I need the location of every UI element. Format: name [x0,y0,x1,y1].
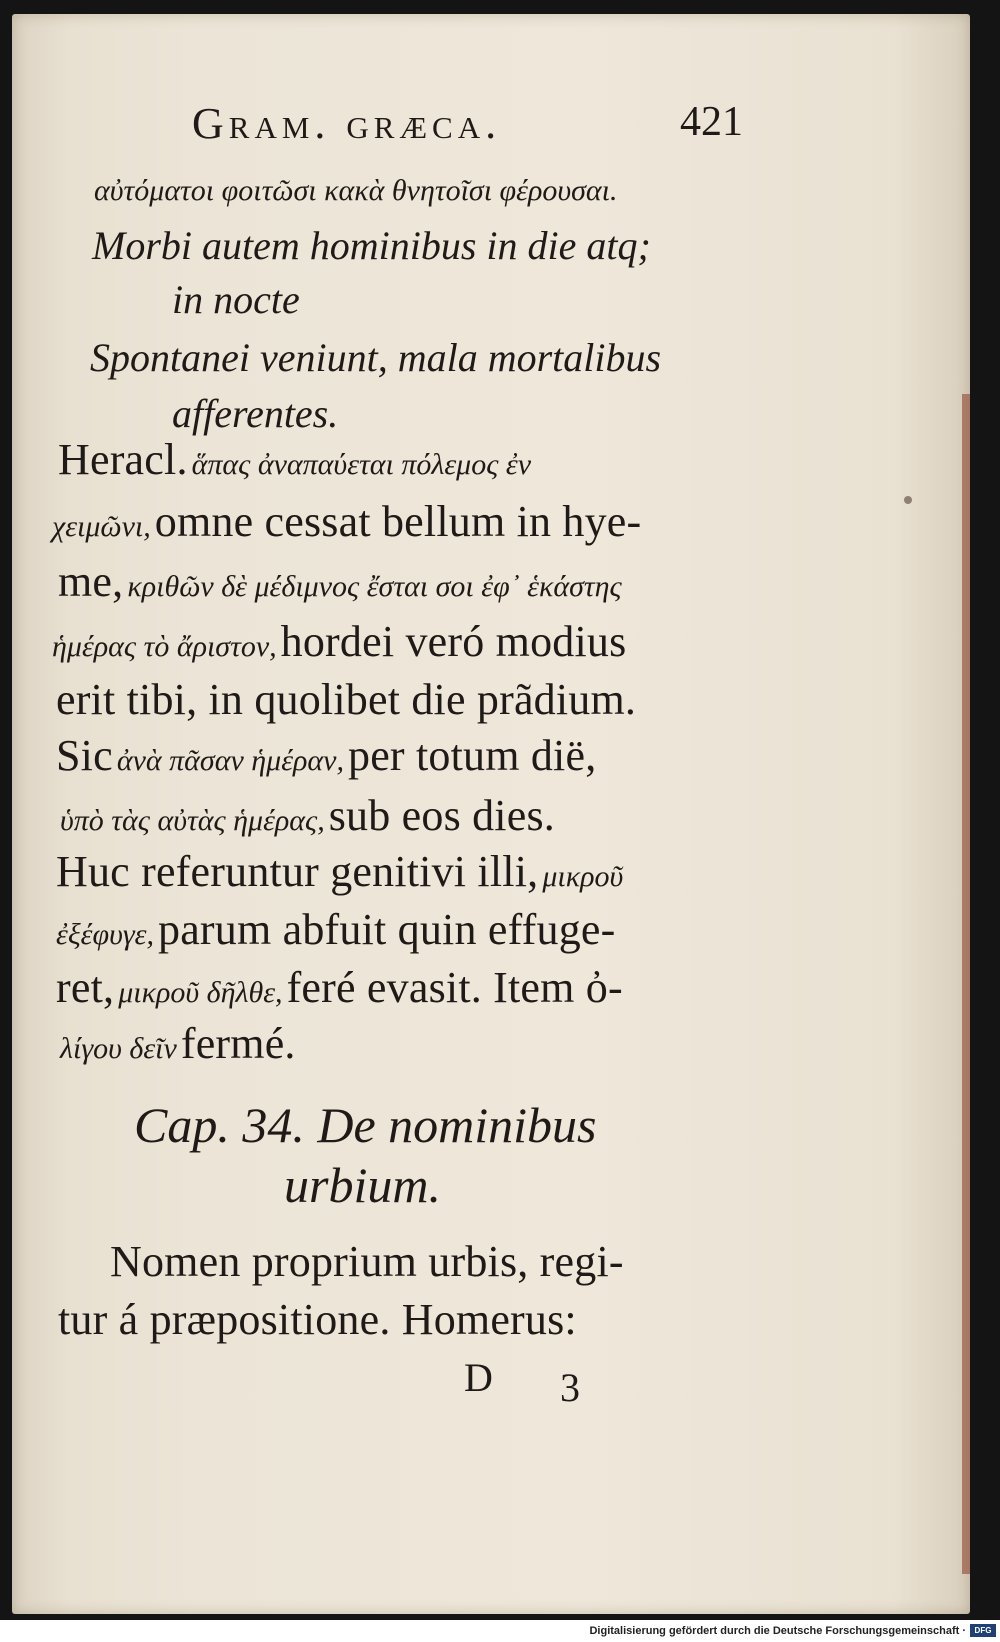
text-line [56,904,615,955]
text-line [58,434,531,485]
greek-text: χειμῶνι, [52,510,151,543]
folio-number: 421 [680,99,743,145]
funding-credit: Digitalisierung gefördert durch die Deutsche Forschungsgemeinschaft · [589,1625,966,1637]
greek-text: ἡμέρας τὸ ἄριστον, [52,630,277,663]
greek-text: λίγου δεῖν [60,1032,177,1065]
latin-text: hordei veró modius [280,617,627,666]
latin-verse-line: Spontanei veniunt, mala mortalibus [90,335,662,380]
latin-text: per totum dië, [348,731,597,780]
greek-text: ὑπὸ τὰς αὐτὰς ἡμέρας, [60,804,325,837]
book-page [12,14,970,1614]
text-line [56,730,596,781]
signature-mark-number: 3 [560,1365,580,1410]
latin-text: sub eos dies. [328,791,555,840]
latin-verse-line: in nocte [172,277,300,322]
latin-text: feré evasit. Item ὀ- [286,963,623,1012]
greek-text: ἀνὰ πᾶσαν ἡμέραν, [116,744,344,777]
text-line: tur á præpositione. Homerus: [58,1295,577,1344]
chapter-heading-continued: urbium. [284,1157,441,1213]
latin-text: Heracl. [58,435,188,484]
text-line [52,496,641,547]
greek-verse-line: αὐτόματοι φοιτῶσι κακὰ θνητοῖσι φέρουσαι. [94,174,618,207]
latin-text: omne cessat bellum in hye- [154,497,642,546]
digitization-footer [0,1620,1000,1642]
latin-text: Sic [56,731,113,780]
latin-verse-line: afferentes. [172,391,339,436]
chapter-heading: Cap. 34. De nominibus [134,1097,597,1153]
dfg-logo: DFG [970,1624,996,1637]
greek-text: μικροῦ [542,860,624,893]
latin-text: parum abfuit quin effuge- [158,905,616,954]
text-line [56,846,623,897]
greek-text: κριθῶν δὲ μέδιμνος ἔσται σοι ἐφ᾽ ἑκάστης [127,570,622,603]
latin-text: me, [58,557,124,606]
text-line [60,1018,296,1069]
page-text [12,14,970,1614]
text-line [58,556,622,607]
latin-verse-line: Morbi autem hominibus in die atq; [92,223,651,268]
latin-text: fermé. [180,1019,296,1068]
latin-text: ret, [56,963,115,1012]
running-title: Gram. græca. [192,99,502,148]
text-line [52,616,626,667]
greek-text: μικροῦ δῆλθε, [118,976,283,1009]
text-line: erit tibi, in quolibet die prãdium. [56,675,637,724]
text-line [60,790,555,841]
latin-text: Huc referuntur genitivi illi, [56,847,539,896]
signature-mark-letter: D [464,1355,493,1400]
greek-text: ἅπας ἀναπαύεται πόλεμος ἐν [191,448,532,481]
text-line: Nomen proprium urbis, regi- [110,1237,624,1286]
text-line [56,962,623,1013]
greek-text: ἐξέφυγε, [56,918,154,951]
